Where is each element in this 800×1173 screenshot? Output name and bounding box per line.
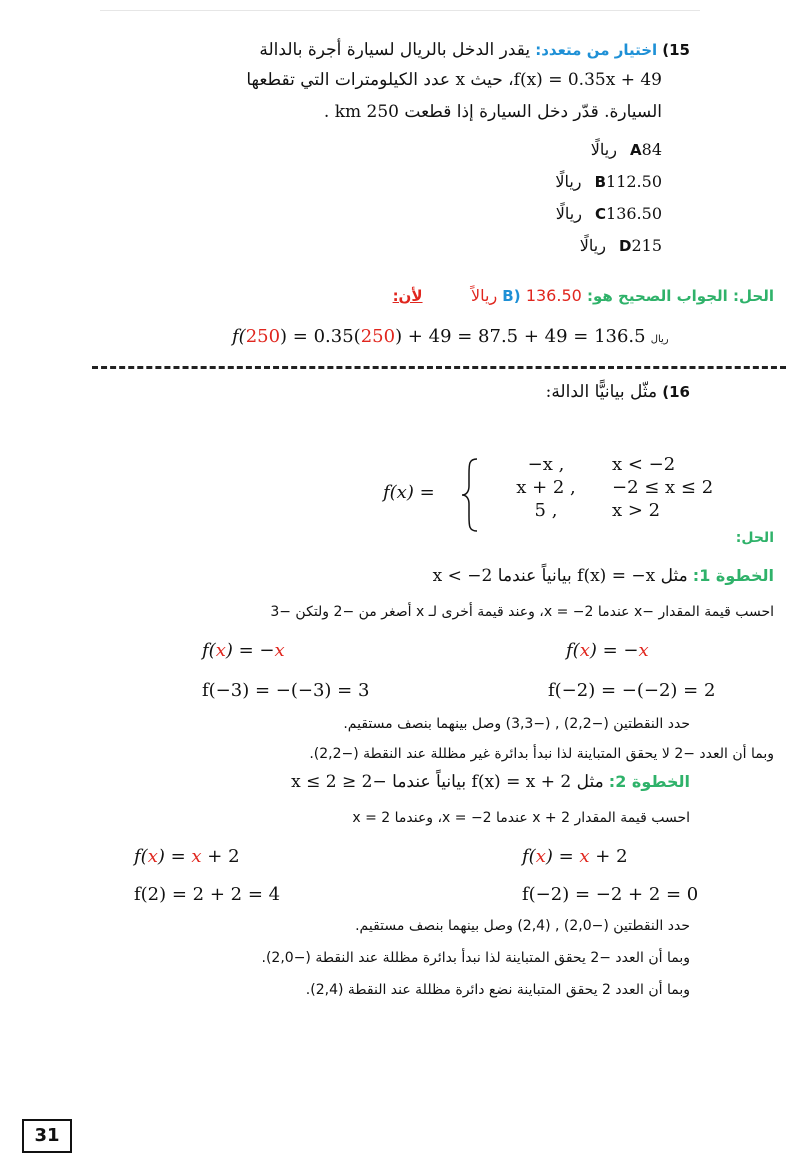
step2-explain: احسب قيمة المقدار x + 2 عندما x = −2، وعندما x = 2: [352, 810, 690, 826]
q15-mc-label: اختيار من متعدد:: [535, 41, 658, 59]
solution-prefix: الحل:: [733, 287, 774, 305]
option-text: 112.50 ريالًا: [555, 172, 662, 191]
q16-number: 16): [662, 383, 690, 401]
q15-line3: [324, 102, 662, 122]
option-letter: B: [594, 173, 607, 191]
piece-2-cond: −2 ≤ x ≤ 2: [612, 477, 714, 498]
step2-left-eval: f(2) = 2 + 2 = 4: [134, 884, 281, 905]
step1-circle: وبما أن العدد −2 لا يحقق المتباينة لذا نبدأ بدائرة غير مظللة عند النقطة (−2,2).: [309, 746, 774, 762]
dashed-separator: [92, 366, 786, 369]
solution-value: 136.50 ريالاً: [471, 286, 582, 305]
step2-heading: [291, 772, 690, 792]
q15-number: 15): [662, 41, 690, 59]
calc-arg: 250: [245, 326, 281, 347]
piecewise-brace: [461, 458, 479, 532]
q15-calculation: [232, 326, 669, 347]
solution-answer: الجواب الصحيح هو:: [587, 287, 728, 305]
step2-points: حدد النقطتين (−2,0) , (2,4) وصل بينهما بنصف مستقيم.: [355, 918, 690, 934]
solution-because: لأن:: [392, 287, 423, 305]
calc-arg2: 250: [360, 326, 396, 347]
q15-formula: f(x) = 0.35x + 49: [513, 70, 662, 90]
q16-solution-label: الحل:: [735, 530, 774, 546]
q15-line1: [259, 40, 690, 60]
page-number: 31: [22, 1119, 72, 1153]
q15-text-1: يقدر الدخل بالريال لسيارة أجرة بالدالة: [259, 40, 531, 60]
piece-3-cond: x > 2: [612, 500, 661, 521]
top-rule: [100, 10, 700, 11]
step1-right-eval: f(−2) = −(−2) = 2: [548, 680, 716, 701]
q15-line2: [246, 70, 662, 90]
calc-unit: ريال: [650, 334, 669, 345]
calc-rhs: ) + 49 = 87.5 + 49 = 136.5: [395, 326, 646, 347]
option-text: 136.50 ريالًا: [555, 204, 662, 223]
calc-lhs: f(: [232, 326, 246, 347]
piece-1-cond: x < −2: [612, 454, 676, 475]
option-text: 215 ريالًا: [579, 236, 662, 255]
step1-text: مثل f(x) = −x بيانياً عندما x < −2: [432, 566, 688, 586]
q15-option-b: [555, 172, 662, 191]
step2-title: الخطوة 2:: [608, 772, 690, 791]
calc-mid: ) = 0.35(: [280, 326, 361, 347]
piece-3-expr: 5 ,: [534, 500, 558, 521]
piecewise-f-label: f(x) =: [383, 482, 435, 503]
right-def-eq: = −: [602, 640, 639, 661]
option-letter: A: [630, 141, 642, 159]
step1-points: حدد النقطتين (−2,2) , (−3,3) وصل بينهما بنصف مستقيم.: [343, 716, 690, 732]
q15-option-c: [556, 204, 662, 223]
solution-letter: B): [502, 287, 521, 305]
q15-option-a: [591, 140, 662, 159]
piece-2-expr: x + 2 ,: [516, 477, 576, 498]
step2-right-eval: f(−2) = −2 + 2 = 0: [522, 884, 699, 905]
step1-left-eval: f(−3) = −(−3) = 3: [202, 680, 370, 701]
left-def-eq: = −: [238, 640, 275, 661]
q15-solution: [393, 286, 774, 305]
piece-1-expr: −x ,: [527, 454, 565, 475]
q16-prompt-text: مثّل بيانيًّا الدالة:: [545, 382, 658, 402]
q16-prompt: [546, 382, 690, 402]
step1-title: الخطوة 1:: [692, 566, 774, 585]
q15-text-2: ، حيث x عدد الكيلومترات التي تقطعها: [246, 70, 514, 90]
step2-circle1: وبما أن العدد −2 يحقق المتباينة لذا نبدأ بدائرة مظللة عند النقطة (−2,0).: [261, 950, 690, 966]
step2-text: مثل f(x) = x + 2 بيانياً عندما −2 ≤ x ≤ 2: [291, 772, 604, 792]
step1-right-def: f(x) = −x: [566, 640, 649, 661]
q15-text-3: السيارة. قدّر دخل السيارة إذا قطعت 250 km .: [323, 102, 662, 122]
option-letter: C: [595, 205, 607, 223]
step1-explain: احسب قيمة المقدار −x عندما x = −2، وعند قيمة أخرى لـ x أصغر من −2 ولتكن −3: [270, 604, 774, 620]
option-letter: D: [619, 237, 632, 255]
step2-circle2: وبما أن العدد 2 يحقق المتباينة نضع دائرة مظللة عند النقطة (2,4).: [305, 982, 690, 998]
option-text: 84 ريالًا: [590, 140, 662, 159]
step2-left-def: f(x) = x + 2: [134, 846, 240, 867]
q15-option-d: [580, 236, 662, 255]
step1-heading: [433, 566, 774, 586]
step1-left-def: f(x) = −x: [202, 640, 285, 661]
step2-right-def: f(x) = x + 2: [522, 846, 628, 867]
